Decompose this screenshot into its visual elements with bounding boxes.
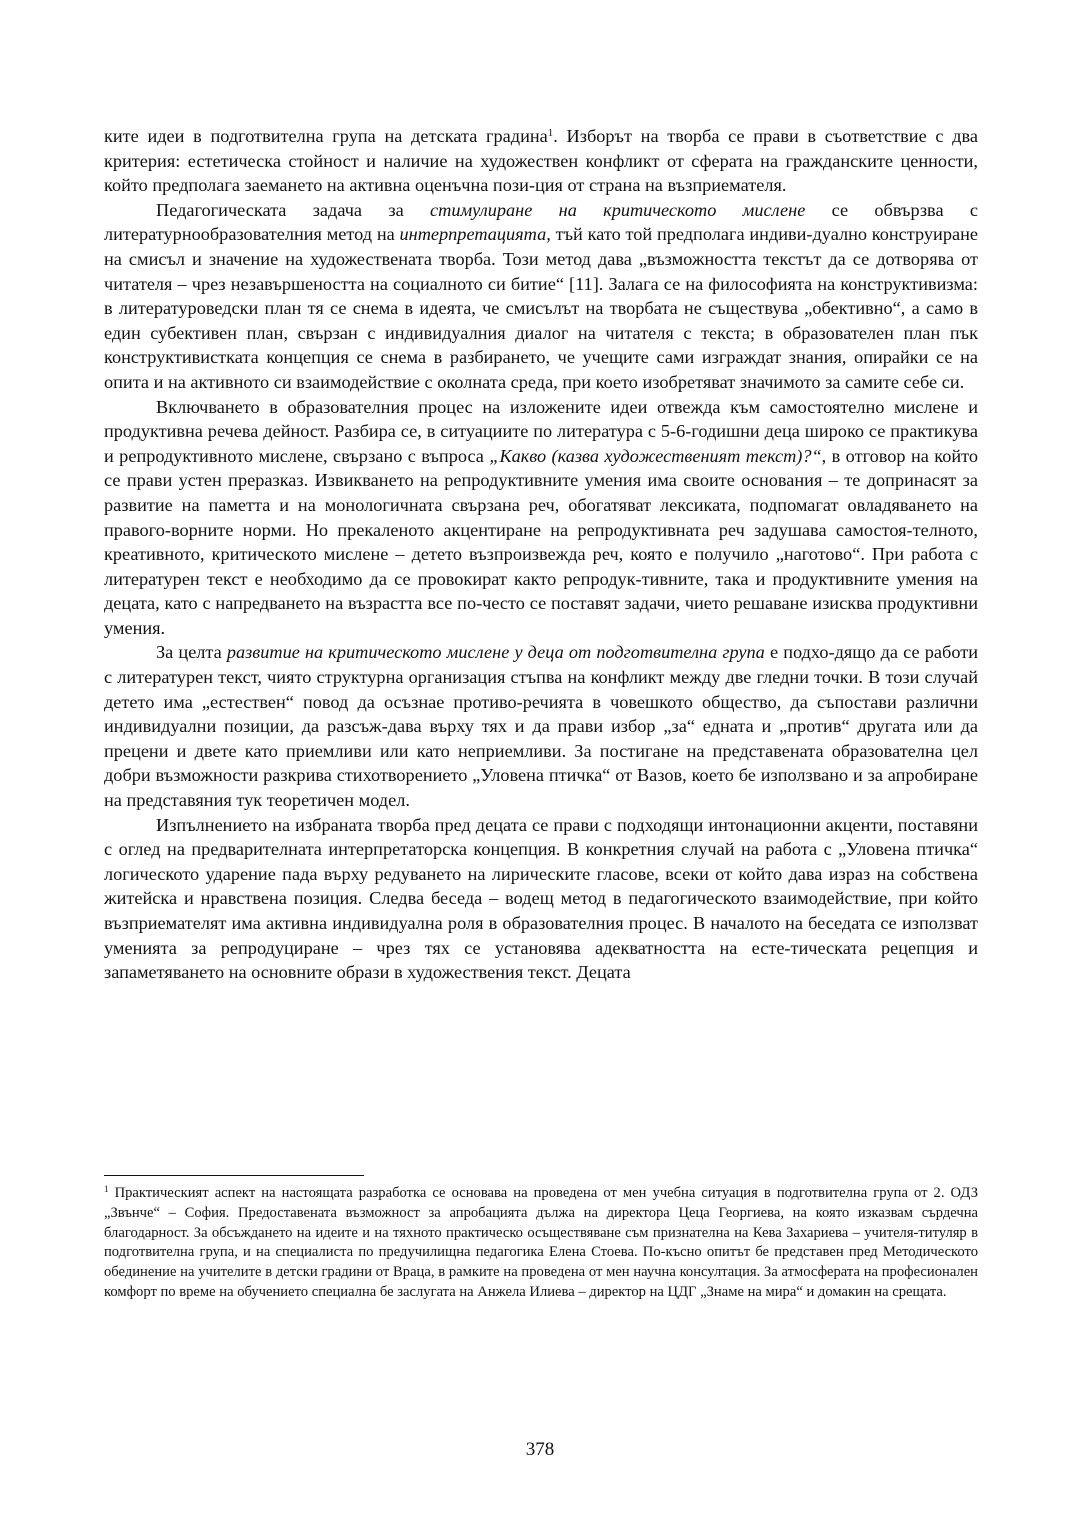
paragraph-text: се обвързва с литературнообразователния метод на — [104, 199, 978, 245]
page-number: 378 — [525, 1439, 555, 1460]
footnote-separator — [104, 1175, 364, 1176]
paragraph — [104, 395, 978, 641]
page-content — [104, 124, 978, 985]
paragraph-text: Изпълнението на избраната творба пред децата се прави с подходящи интонационни акценти, поставяни с оглед на предварителната интерпретаторска концепция. В конкретния случай на работа с „Уловена птичка“ логическото ударение пада върху редуването на лирическите гласове, всеки от който дава израз на собствена житейска и нравствена позиция. Следва беседа – водещ метод в педагогическото взаимодействие, при който възприемателят има активна индивидуална роля в образователния процес. В началото на беседата се използват уменията за репродуциране – чрез тях се установява адекватността на есте-тическата рецепция и запаметяването на основните образи в художествения текст. Децата — [104, 814, 978, 983]
paragraph-text: е подхо-дящо да се работи с литературен текст, чиято структурна организация стъпва на конфликт между две гледни точки. В този случай детето има „естествен“ повод да осъзнае противо-речията в човешкото общество, да съпостави различни индивидуални позиции, да разсъж-дава върху тях и да прави избор „за“ едната и „против“ другата или да прецени и двете като приемливи или като неприемливи. За постигане на представената образователна цел добри възможности разкрива стихотворението „Уловена птичка“ от Вазов, което бе използвано и за апробиране на представяния тук теоретичен модел. — [104, 642, 978, 811]
footnote-reference: 1 — [547, 126, 554, 139]
paragraph — [104, 813, 978, 985]
paragraph-text: . Изборът на творба се прави в съответствие с два критерия: естетическа стойност и наличие на художествен конфликт от сферата на гражданските ценности, който предполага заемането на активна оценъчна пози-ция от страна на възприемателя. — [104, 126, 978, 196]
paragraph — [104, 640, 978, 812]
body-text — [104, 124, 978, 985]
paragraph-text: тъй като той предполага индиви-дуално конструиране на смисъл и значение на художествената творба. Този метод дава „възможността текстът да се дотворява от читателя – чрез незавършеността на социалното си битие“ [11]. Залага се на философията на конструктивизма: в литературоведски план тя се снема в идеята, че смисълът на творбата не съществува „обективно“, а само в един субективен план, свързан с индивидуалния диалог на читателя с текста; в образователен план пък конструктивистката концепция се снема в разбирането, че учещите сами изграждат знания, опирайки се на опита и на активното си взаимодействие с околната среда, при което изобретяват значимото за самите себе си. — [104, 224, 978, 392]
emphasis-text: „Какво (казва художественият текст)?“ — [489, 445, 822, 466]
paragraph — [104, 198, 978, 395]
emphasis-text: развитие на критическото мислене у деца от подготвителна група — [226, 642, 765, 663]
emphasis-text: интерпретацията, — [399, 224, 551, 245]
paragraph-text: ките идеи в подготвителна група на детската градина — [104, 126, 548, 146]
footnote — [104, 1184, 978, 1303]
footnote-text: Практическият аспект на настоящата разработка се основава на проведена от мен учебна ситуация в подготвителна група от 2. ОДЗ „Звънче“ – София. Предоставената възможност за апробацията дължа на директора Цеца Георгиева, на която изказвам сърдечна благодарност. За обсъждането на идеите и на тяхното практическо осъществяване съм признателна на Кева Захариева – учителя-титуляр в подготвителна група, и на специалиста по предучилищна педагогика Елена Стоева. По-късно опитът бе представен пред Методическото обединение на учителите в детски градини от Враца, в рамките на проведена от мен научна консултация. За атмосферата на професионален комфорт по време на обучението специална бе заслугата на Анжела Илиева – директор на ЦДГ „Знаме на мира“ и домакин на срещата. — [104, 1185, 978, 1300]
paragraph-text: Включването в образователния процес на изложените идеи отвежда към самостоятелно мислене и продуктивна речева дейност. Разбира се, в ситуациите по литература с 5-6-годишни деца широко се практикува и репродуктивното мислене, свързано с въпроса — [104, 396, 978, 466]
emphasis-text: стимулиране на критическото мислене — [430, 199, 806, 220]
paragraph — [104, 124, 978, 198]
paragraph-text: За целта — [156, 642, 227, 663]
paragraph-text: Педагогическата задача за — [156, 199, 430, 220]
footnote-marker: 1 — [104, 1184, 109, 1195]
paragraph-text: , в отговор на който се прави устен преразказ. Извикването на репродуктивните умения има своите основания – те допринасят за развитие на паметта и на монологичната свързана реч, обогатяват лексиката, подпомагат овладяването на правого-ворните норми. Но прекаленото акцентиране на репродуктивната реч задушава самостоя-телното, креативното, критическото мислене – детето възпроизвежда реч, която е получило „наготово“. При работа с литературен текст е необходимо да се провокират както репродук-тивните, така и продуктивните умения на децата, като с напредването на възрастта все по-често се поставят задачи, чието решаване изисква продуктивни умения. — [104, 445, 979, 638]
